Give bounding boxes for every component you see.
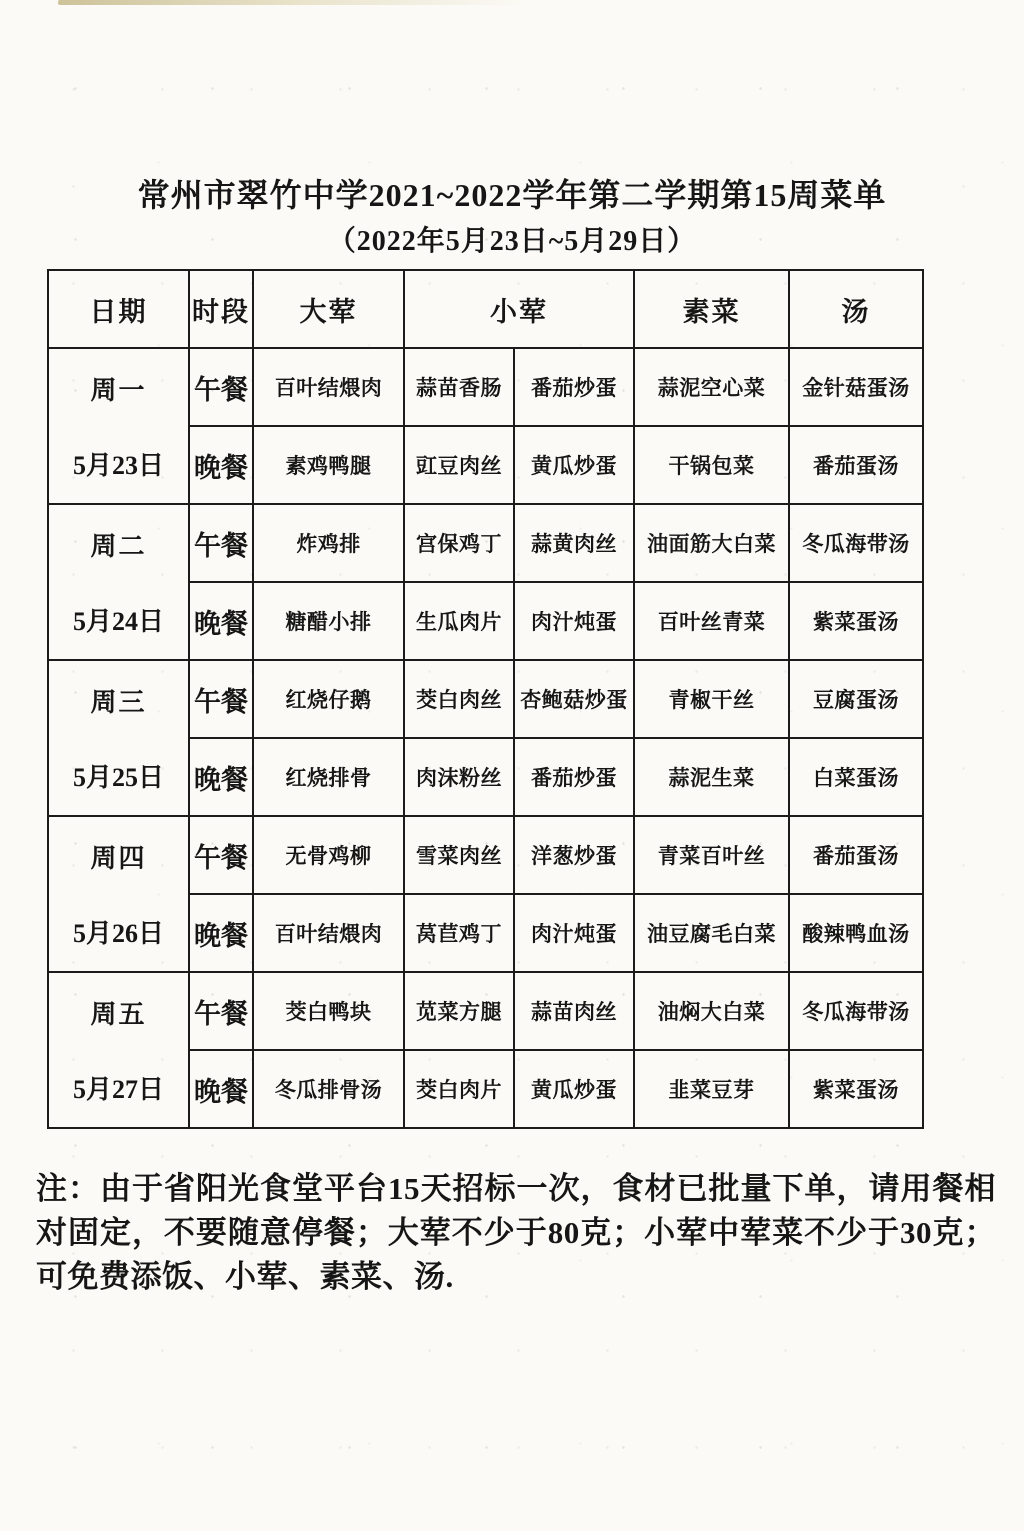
date-cell-thursday [48, 816, 189, 972]
dish-cell: 红烧排骨 [253, 738, 404, 816]
dish-cell: 苋菜方腿 [404, 972, 514, 1050]
dish-cell: 番茄蛋汤 [789, 426, 923, 504]
dish-cell: 百叶结煨肉 [253, 894, 404, 972]
dish-cell: 素鸡鸭腿 [253, 426, 404, 504]
date-label: 5月27日 [72, 1075, 164, 1104]
column-header-vegetable: 素菜 [634, 270, 789, 348]
date-cell-content [49, 663, 188, 813]
dish-cell: 宫保鸡丁 [404, 504, 514, 582]
table-row [48, 348, 923, 426]
column-header-main-meat: 大荤 [253, 270, 404, 348]
weekday-label: 周三 [90, 688, 147, 717]
dish-cell: 肉沫粉丝 [404, 738, 514, 816]
dish-cell: 番茄炒蛋 [514, 348, 634, 426]
page-subtitle: （2022年5月23日~5月29日） [327, 226, 697, 257]
dish-cell: 百叶丝青菜 [634, 582, 789, 660]
table-row [48, 816, 923, 894]
weekday-label: 周一 [90, 376, 147, 405]
date-label: 5月25日 [72, 763, 164, 792]
date-cell-friday [48, 972, 189, 1128]
date-label: 5月23日 [72, 451, 164, 480]
dish-cell: 紫菜蛋汤 [789, 582, 923, 660]
date-label: 5月24日 [72, 607, 164, 636]
table-row [48, 504, 923, 582]
dish-cell: 油面筋大白菜 [634, 504, 789, 582]
dish-cell: 青椒干丝 [634, 660, 789, 738]
dish-cell: 肉汁炖蛋 [514, 582, 634, 660]
table-row [48, 972, 923, 1050]
dish-cell: 韭菜豆芽 [634, 1050, 789, 1128]
dish-cell: 油豆腐毛白菜 [634, 894, 789, 972]
period-cell: 晚餐 [189, 738, 253, 816]
dish-cell: 雪菜肉丝 [404, 816, 514, 894]
dish-cell: 茭白鸭块 [253, 972, 404, 1050]
dish-cell: 杏鲍菇炒蛋 [514, 660, 634, 738]
period-cell: 晚餐 [189, 1050, 253, 1128]
dish-cell: 无骨鸡柳 [253, 816, 404, 894]
period-cell: 午餐 [189, 504, 253, 582]
period-cell: 晚餐 [189, 582, 253, 660]
period-cell: 午餐 [189, 972, 253, 1050]
period-cell: 晚餐 [189, 894, 253, 972]
column-header-date: 日期 [48, 270, 189, 348]
dish-cell: 蒜泥空心菜 [634, 348, 789, 426]
date-cell-monday [48, 348, 189, 504]
weekly-menu-table [47, 269, 924, 1129]
dish-cell: 青菜百叶丝 [634, 816, 789, 894]
dish-cell: 冬瓜排骨汤 [253, 1050, 404, 1128]
dish-cell: 豇豆肉丝 [404, 426, 514, 504]
footnote: 注：由于省阳光食堂平台15天招标一次，食材已批量下单，请用餐相对固定，不要随意停餐；大荤不少于80克；小荤中荤菜不少于30克；可免费添饭、小荤、素菜、汤. [36, 1171, 996, 1295]
scan-edge-artifact [58, 0, 528, 5]
dish-cell: 茭白肉丝 [404, 660, 514, 738]
dish-cell: 百叶结煨肉 [253, 348, 404, 426]
dish-cell: 白菜蛋汤 [789, 738, 923, 816]
dish-cell: 红烧仔鹅 [253, 660, 404, 738]
header-row [48, 270, 923, 348]
date-cell-content [49, 351, 188, 501]
dish-cell: 茭白肉片 [404, 1050, 514, 1128]
date-cell-content [49, 819, 188, 969]
dish-cell: 冬瓜海带汤 [789, 504, 923, 582]
dish-cell: 炸鸡排 [253, 504, 404, 582]
date-label: 5月26日 [72, 919, 164, 948]
period-cell: 午餐 [189, 660, 253, 738]
dish-cell: 金针菇蛋汤 [789, 348, 923, 426]
column-header-period: 时段 [189, 270, 253, 348]
weekday-label: 周四 [90, 844, 147, 873]
dish-cell: 番茄蛋汤 [789, 816, 923, 894]
dish-cell: 番茄炒蛋 [514, 738, 634, 816]
date-cell-content [49, 507, 188, 657]
dish-cell: 蒜苗肉丝 [514, 972, 634, 1050]
dish-cell: 干锅包菜 [634, 426, 789, 504]
dish-cell: 油焖大白菜 [634, 972, 789, 1050]
date-cell-wednesday [48, 660, 189, 816]
date-cell-content [49, 975, 188, 1125]
weekday-label: 周五 [90, 1000, 147, 1029]
period-cell: 午餐 [189, 348, 253, 426]
dish-cell: 蒜黄肉丝 [514, 504, 634, 582]
dish-cell: 蒜泥生菜 [634, 738, 789, 816]
page-title: 常州市翠竹中学2021~2022学年第二学期第15周菜单 [137, 177, 887, 213]
dish-cell: 洋葱炒蛋 [514, 816, 634, 894]
dish-cell: 生瓜肉片 [404, 582, 514, 660]
dish-cell: 蒜苗香肠 [404, 348, 514, 426]
dish-cell: 黄瓜炒蛋 [514, 426, 634, 504]
column-header-soup: 汤 [789, 270, 923, 348]
dish-cell: 冬瓜海带汤 [789, 972, 923, 1050]
date-cell-tuesday [48, 504, 189, 660]
dish-cell: 莴苣鸡丁 [404, 894, 514, 972]
table-row [48, 660, 923, 738]
column-header-small-meat: 小荤 [404, 270, 634, 348]
dish-cell: 紫菜蛋汤 [789, 1050, 923, 1128]
period-cell: 晚餐 [189, 426, 253, 504]
dish-cell: 黄瓜炒蛋 [514, 1050, 634, 1128]
period-cell: 午餐 [189, 816, 253, 894]
dish-cell: 酸辣鸭血汤 [789, 894, 923, 972]
dish-cell: 豆腐蛋汤 [789, 660, 923, 738]
dish-cell: 肉汁炖蛋 [514, 894, 634, 972]
weekday-label: 周二 [90, 532, 147, 561]
dish-cell: 糖醋小排 [253, 582, 404, 660]
